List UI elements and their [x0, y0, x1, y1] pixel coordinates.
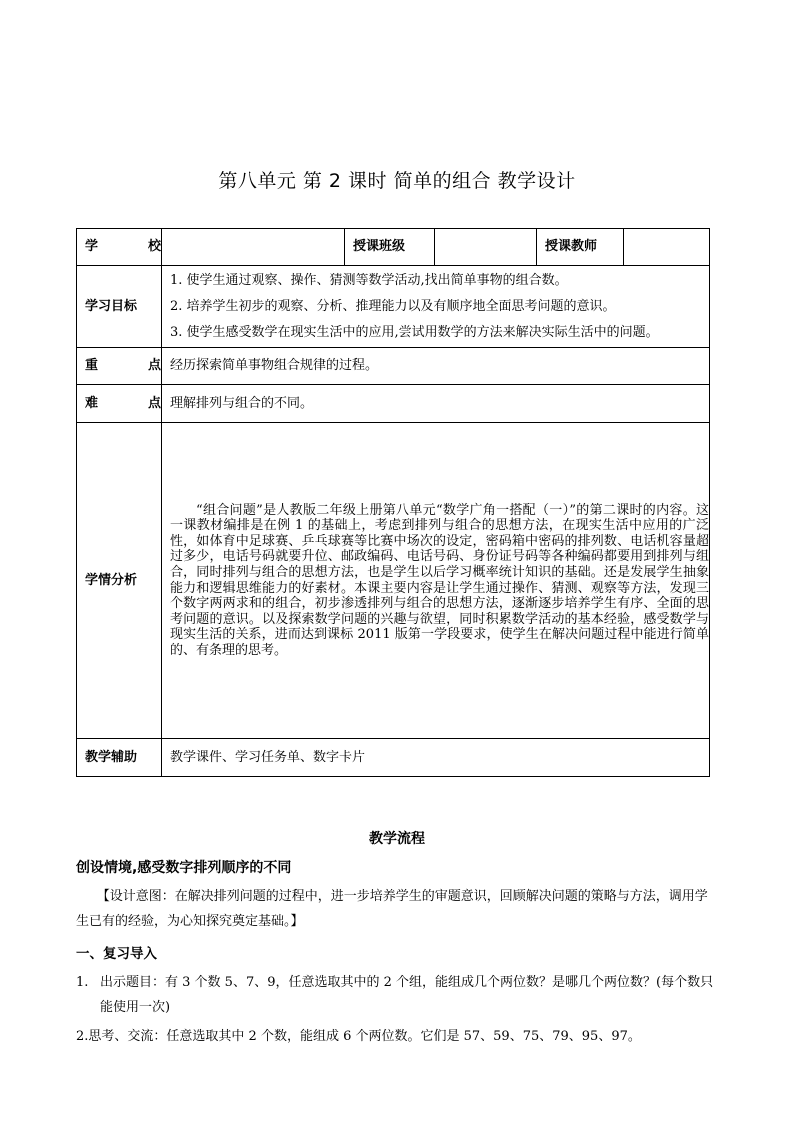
school-label-char-1: 学 [85, 239, 99, 255]
goal-item: 2. 培养学生初步的观察、分析、推理能力以及有顺序地全面思考问题的意识。 [170, 298, 616, 314]
school-row [77, 229, 710, 266]
teacher-value [624, 229, 710, 266]
difficulty-label-char-1: 难 [85, 395, 99, 411]
school-value [162, 229, 345, 266]
class-label: 授课班级 [345, 229, 435, 266]
key-point-value: 经历探索简单事物组合规律的过程。 [162, 348, 710, 385]
design-intent-text: 【设计意图：在解决排列问题的过程中，进一步培养学生的审题意识，回顾解决问题的策略与方法，调用学生已有的经验，为心知探究奠定基础。】 [76, 889, 708, 929]
difficulty-value: 理解排列与组合的不同。 [162, 385, 710, 423]
analysis-text: “组合问题”是人教版二年级上册第八单元“数学广角一搭配（一）”的第二课时的内容。这一课教材编排是在例 1 的基础上，考虑到排列与组合的思想方法，在现实生活中应用的广泛性，如体育中足球赛、乒乓球赛等比赛中场次的设定，密码箱中密码的排列数、电话机容量超过多少，电话号码就要升位、邮政编码、电话号码、身份证号码等各种编码都要用到排列与组合，同时排列与组合的思想方法，也是学生以后学习概率统计知识的基础。还是发展学生抽象能力和逻辑思维能力的好素材。本课主要内容是让学生通过操作、猜测、观察等方法，发现三个数字两两求和的组合，初步渗透排列与组合的思想方法，逐渐逐步培养学生有序、全面的思考问题的意识。以及探索数学问题的兴趣与欲望，同时积累数学活动的基本经验，感受数学与现实生活的关系，进而达到课标 2011 版第一学段要求，使学生在解决问题过程中能进行简单的、有条理的思考。 [170, 502, 709, 658]
key-label-char-2: 点 [147, 358, 161, 374]
class-value [435, 229, 537, 266]
key-label-char-1: 重 [85, 358, 99, 374]
school-label [77, 229, 162, 266]
goals-cell [162, 266, 710, 348]
difficulty-label-char-2: 点 [147, 395, 161, 411]
aids-label: 教学辅助 [77, 739, 162, 777]
review-item-1 [76, 970, 716, 1020]
review-item-1-number: 1. [76, 975, 89, 990]
lesson-info-table [76, 228, 710, 777]
analysis-row [77, 423, 710, 739]
teaching-flow-title: 教学流程 [369, 831, 425, 847]
goal-item: 1. 使学生通过观察、操作、猜测等数学活动,找出简单事物的组合数。 [170, 272, 568, 288]
section-heading-review: 一、复习导入 [76, 946, 157, 962]
review-item-1-text: 出示题目：有 3 个数 5、7、9，任意选取其中的 2 个组，能组成几个两位数？是哪几个两位数？(每个数只能使用一次) [100, 975, 714, 1015]
difficulty-label [77, 385, 162, 423]
analysis-cell [162, 423, 710, 739]
design-intent [76, 884, 716, 934]
goal-item: 3. 使学生感受数学在现实生活中的应用,尝试用数学的方法来解决实际生活中的问题。 [170, 324, 659, 340]
key-point-label [77, 348, 162, 385]
review-item-2: 2.思考、交流：任意选取其中 2 个数，能组成 6 个两位数。它们是 57、59、75、79、95、97。 [76, 1029, 641, 1044]
goals-label: 学习目标 [77, 266, 162, 348]
aids-value: 教学课件、学习任务单、数字卡片 [162, 739, 710, 777]
goals-row [77, 266, 710, 348]
school-label-char-2: 校 [147, 239, 161, 255]
teacher-label: 授课教师 [537, 229, 624, 266]
document-title: 第八单元 第 2 课时 简单的组合 教学设计 [218, 170, 576, 192]
section-heading-situation: 创设情境,感受数字排列顺序的不同 [76, 860, 292, 876]
aids-row [77, 739, 710, 777]
key-point-row [77, 348, 710, 385]
analysis-label: 学情分析 [77, 423, 162, 739]
difficulty-row [77, 385, 710, 423]
